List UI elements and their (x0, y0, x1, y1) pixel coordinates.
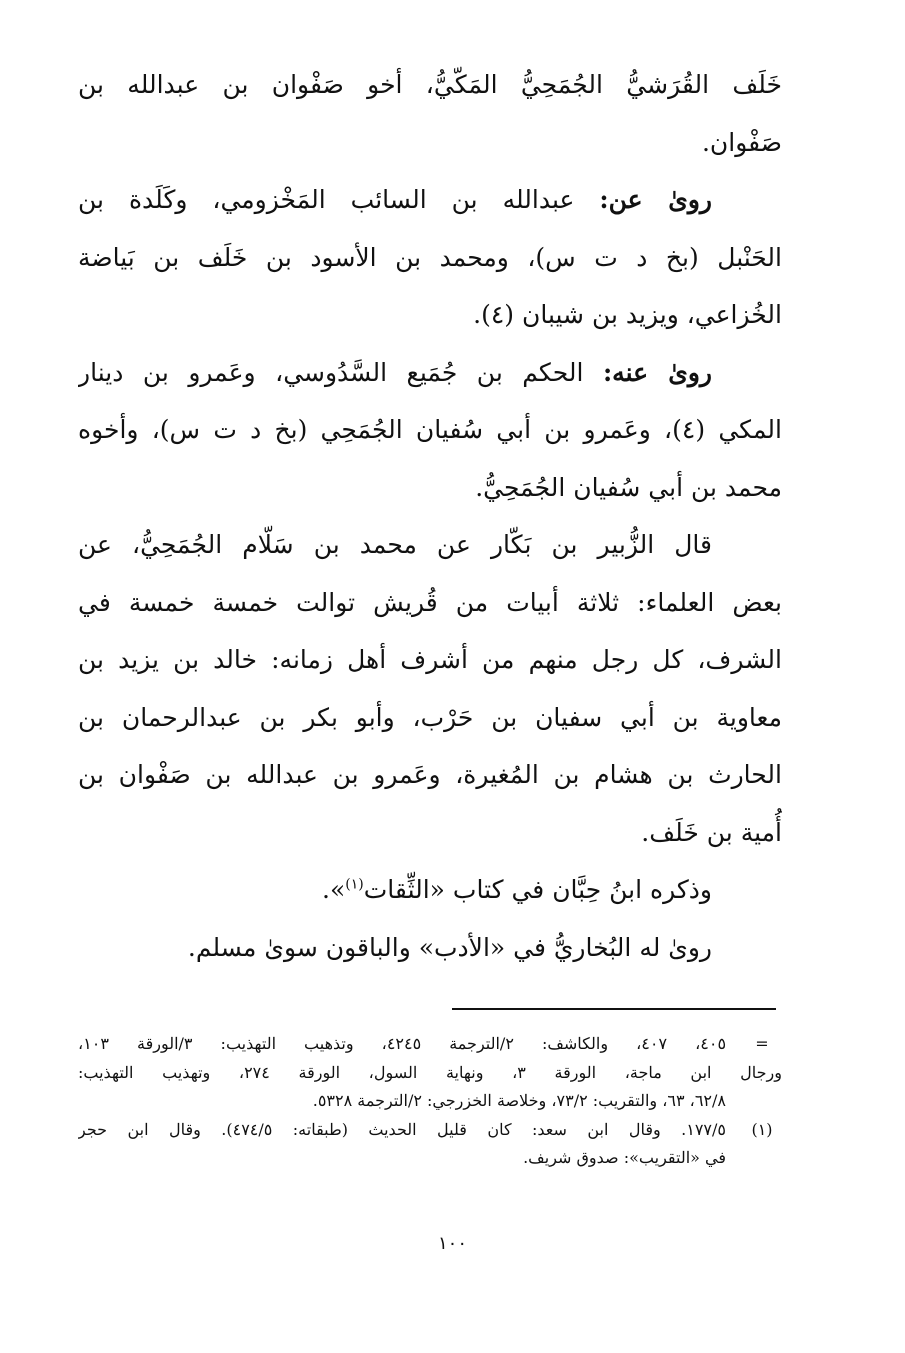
page-number: ١٠٠ (437, 1233, 467, 1254)
main-text (78, 56, 782, 976)
rawa-anhu-line-1 (78, 344, 782, 402)
zubair-line-1: قال الزُّبير بن بَكّار عن محمد بن سَلّام الجُمَحِيُّ، عن (78, 530, 712, 559)
zubair-line-5: الحارث بن هشام بن المُغيرة، وعَمرو بن عبدالله بن صَفْوان بن (78, 760, 782, 789)
zubair-line-6: أُمية بن خَلَف. (641, 817, 782, 847)
bukhari-line: روىٰ له البُخاريُّ في «الأدب» والباقون سوىٰ مسلم. (187, 932, 712, 962)
intro-line-2: صَفْوان. (701, 127, 782, 157)
footnote-continuation-line-3: ٦٢/٨، ٦٣، والتقريب: ٧٣/٢، وخلاصة الخزرجي: ٢/الترجمة ٥٣٢٨. (312, 1091, 726, 1110)
rawa-an-line-1 (78, 171, 782, 229)
rawa-an-line-2: الحَنْبل (بخ د ت س)، ومحمد بن الأسود بن خَلَف بن بَياضة (78, 242, 782, 272)
footnote-separator (452, 1008, 776, 1010)
footnote-continuation (78, 1030, 782, 1116)
footnotes (78, 1030, 782, 1173)
zubair-line-3: الشرف، كل رجل منهم من أشرف أهل زمانه: خالد بن يزيد بن (78, 645, 782, 674)
footnote-continuation-line-2: ورجال ابن ماجة، الورقة ٣، ونهاية السول، الورقة ٢٧٤، وتهذيب التهذيب: (78, 1062, 782, 1082)
rawa-anhu-label: روىٰ عنه: (602, 357, 712, 387)
rawa-anhu-line-2: المكي (٤)، وعَمرو بن أبي سُفيان الجُمَحِي (بخ د ت س)، وأخوه (78, 415, 782, 444)
rawa-anhu-line-3: محمد بن أبي سُفيان الجُمَحِيُّ. (475, 472, 782, 502)
rawa-an-line-3: الخُزاعي، ويزيد بن شيبان (٤). (473, 300, 782, 329)
rawa-an-label: روىٰ عن: (599, 185, 712, 214)
footnote-1 (78, 1116, 782, 1173)
intro-line-1: خَلَف القُرَشيُّ الجُمَحِيُّ المَكّيُّ، أخو صَفْوان بن عبدالله بن (78, 70, 782, 99)
ibn-hibban-text: وذكره ابنُ حِبَّان في كتاب «الثِّقات (363, 875, 712, 904)
ibn-hibban-line (78, 861, 782, 919)
zubair-line-4: معاوية بن أبي سفيان بن حَرْب، وأبو بكر بن عبدالرحمان بن (78, 702, 782, 732)
footnote-ref-1[interactable]: (١) (345, 876, 364, 893)
rawa-anhu-line-1-text: الحكم بن جُمَيع السَّدُوسي، وعَمرو بن دينار (78, 357, 584, 387)
zubair-line-2: بعض العلماء: ثلاثة أبيات من قُريش توالت خمسة خمسة في (78, 587, 782, 617)
footnote-continuation-marker: = (755, 1034, 769, 1053)
footnote-1-line-1: ١٧٧/٥. وقال ابن سعد: كان قليل الحديث (طبقاته: ٤٧٤/٥). وقال ابن حجر (78, 1119, 726, 1139)
footnote-1-line-2: في «التقريب»: صدوق شريف. (523, 1148, 726, 1167)
ibn-hibban-text-end: ». (322, 875, 346, 904)
footnote-continuation-line-1: ٤٠٥، ٤٠٧، والكاشف: ٢/الترجمة ٤٢٤٥، وتذهيب التهذيب: ٣/الورقة ١٠٣، (78, 1034, 726, 1053)
footnote-1-marker: (١) (751, 1119, 773, 1139)
rawa-an-line-1-text: عبدالله بن السائب المَخْزومي، وكَلَدة بن (78, 185, 575, 214)
